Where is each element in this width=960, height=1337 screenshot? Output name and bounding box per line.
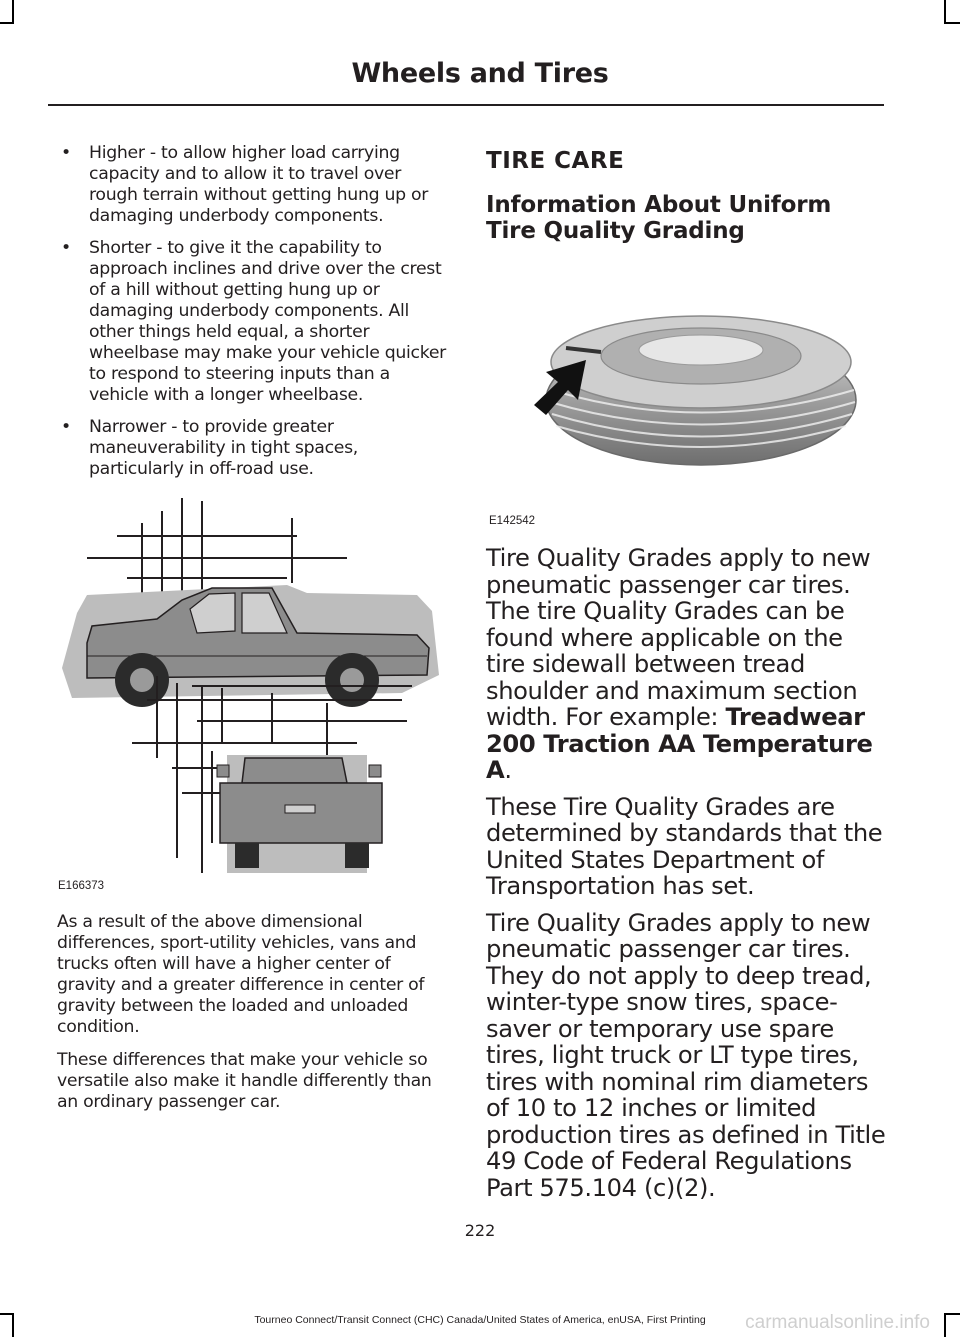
list-item [57,238,452,406]
grade-example: Treadwear 200 Traction AA Temperature A [486,703,873,784]
paragraph: Tire Quality Grades apply to new pneumatic passenger car tires. They do not apply to deep tread, winter-type snow tires, space-saver or temporary use spare tires, light truck or LT type tires, tires with nominal rim diameters of 10 to 12 inches or limited production tires as defined in Title 49 Code of Federal Regulations Part 575.104 (c)(2). [486,908,886,1202]
right-paragraphs [486,545,886,1211]
crop-mark [944,0,946,24]
paragraph [486,545,886,784]
figure-code: E166373 [58,880,105,892]
paragraph: As a result of the above dimensional differences, sport-utility vehicles, vans and trucks often will have a higher center of gravity and a greater difference in center of gravity between the loaded and unloaded condition. [57,912,425,1037]
bullet-text: Higher - to allow higher load carrying capacity and to allow it to travel over rough terrain without getting hung up or damaging underbody components. [89,143,429,226]
paragraph: These Tire Quality Grades are determined by standards that the United States Department of Transportation has set. [486,792,883,900]
page-number: 222 [464,1221,496,1240]
left-paragraphs [57,912,452,1125]
bullet-list [57,143,452,480]
truck-dimensions-figure [57,493,452,900]
right-column [486,143,886,244]
paragraph-text: Tire Quality Grades apply to new pneumatic passenger car tires. The tire Quality Grades can be found where applicable on the tire sidewall between tread shoulder and maximum section width. For example: [486,544,871,731]
tire-figure [486,290,881,535]
bullet-text: Narrower - to provide greater maneuverability in tight spaces, particularly in off-road use. [89,417,358,479]
section-heading: TIRE CARE [486,148,625,174]
bullet-dot: • [61,143,71,163]
bullet-dot: • [61,417,71,437]
paragraph-end: . [504,756,512,784]
footer-text: Tourneo Connect/Transit Connect (CHC) Canada/United States of America, enUSA, First Printing [254,1314,706,1326]
figure-code: E142542 [489,515,536,527]
bullet-dot: • [61,238,71,258]
left-column [57,143,452,491]
page-title: Wheels and Tires [351,58,609,89]
crop-mark [12,0,14,24]
list-item [57,417,452,480]
header-rule [48,104,884,106]
bullet-text: Shorter - to give it the capability to approach inclines and drive over the crest of a hill without getting hung up or damaging underbody components. All other things held equal, a shorter wheelbase may make your vehicle quicker to respond to steering inputs than a vehicle with a longer wheelbase. [89,238,446,405]
crop-mark [944,22,960,24]
section-subheading: Information About Uniform Tire Quality Grading [486,192,832,244]
tire-illustration [486,290,881,505]
watermark: carmanualsonline.info [745,1312,930,1333]
crop-mark [0,22,14,24]
list-item [57,143,452,227]
truck-illustration [57,493,452,900]
paragraph: These differences that make your vehicle so versatile also make it handle differently than an ordinary passenger car. [57,1050,432,1112]
